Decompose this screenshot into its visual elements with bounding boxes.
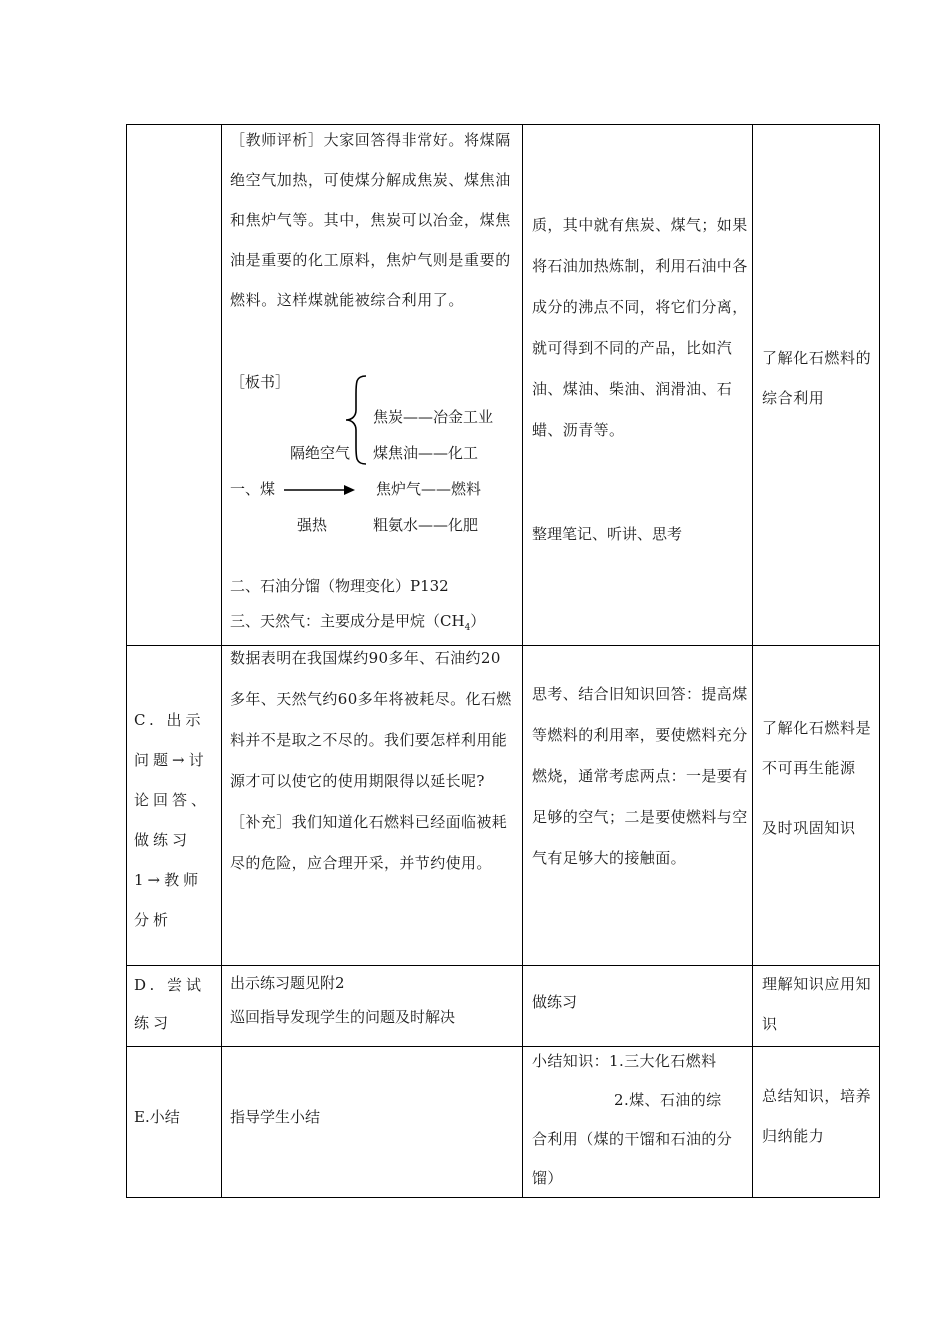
table-row-divider [126,1046,880,1047]
product-coal-tar: 煤焦油——化工 [373,444,479,462]
row2-teacher-activity: 数据表明在我国煤约90多年、石油约20多年、天然气约60多年将被耗尽。化石燃料并不是取之不尽的。我们要怎样利用能源才可以使它的使用期限得以延长呢? ［补充］我们知道化石燃料已经面临被耗尽的危险，应合理开采，并节约使用。 [230,649,512,872]
row3-teacher-activity: 出示练习题见附2 巡回指导发现学生的问题及时解决 [230,974,456,1026]
board-label: ［板书］ [230,373,291,391]
condition-strong-heat: 强热 [297,516,328,534]
board-line-natural-gas: 三、天然气：主要成分是甲烷$(CH_4)$ [230,612,486,633]
row3-student-activity: 做练习 [532,993,578,1011]
product-crude-ammonia: 粗氨水——化肥 [373,516,479,534]
row1-student-activity [532,205,748,451]
row1-design-intent: 了解化石燃料的综合利用 [762,349,872,407]
table-col-divider [221,124,222,1198]
row4-teacher-activity: 指导学生小结 [230,1108,321,1126]
student-note: 整理笔记、听讲、思考 [532,525,683,543]
row2-design-intent: 了解化石燃料是不可再生能源 及时巩固知识 [762,719,872,837]
row3-design-intent: 理解知识应用知识 [762,975,872,1033]
product-coke-oven-gas: 焦炉气——燃料 [376,480,482,498]
row4-student-activity: 小结知识：1.三大化石燃料 2.煤、石油的综 合利用（煤的干馏和石油的分馏） [532,1052,733,1187]
row2-student-activity: 思考、结合旧知识回答：提高煤等燃料的利用率，要使燃料充分燃烧，通常考虑两点：一是要有足够的空气；二是要使燃料与空气有足够大的接触面。 [532,685,748,867]
row2-step-label: C. 出示问题→讨论回答、做练习1→教师分析 [134,711,211,929]
row3-step-label: D. 尝试练习 [134,976,206,1032]
diagram-lead: 一、煤 [230,480,276,498]
arrow-icon [284,482,356,498]
row1-teacher-comment [230,120,516,320]
row4-design-intent: 总结知识，培养归纳能力 [762,1087,872,1145]
row4-step-label: E.小结 [134,1108,180,1126]
board-line-petroleum: 二、石油分馏（物理变化）P132 [230,577,449,595]
product-coke: 焦炭——冶金工业 [373,408,494,426]
table-col-divider [522,124,523,1198]
table-border-bottom [126,1197,880,1198]
student-activity-text: 质，其中就有焦炭、煤气；如果将石油加热炼制，利用石油中各成分的沸点不同，将它们分离，就可得到不同的产品，比如汽油、煤油、柴油、润滑油、石蜡、沥青等。 [532,216,748,439]
table-border-left [126,124,127,1198]
teacher-comment-text: ［教师评析］大家回答得非常好。将煤隔绝空气加热，可使煤分解成焦炭、煤焦油和焦炉气等。其中，焦炭可以冶金，煤焦油是重要的化工原料，焦炉气则是重要的燃料。这样煤就能被综合利用了。 [230,131,511,309]
table-col-divider [752,124,753,1198]
table-border-right [879,124,880,1198]
condition-isolate-air: 隔绝空气 [290,444,351,462]
